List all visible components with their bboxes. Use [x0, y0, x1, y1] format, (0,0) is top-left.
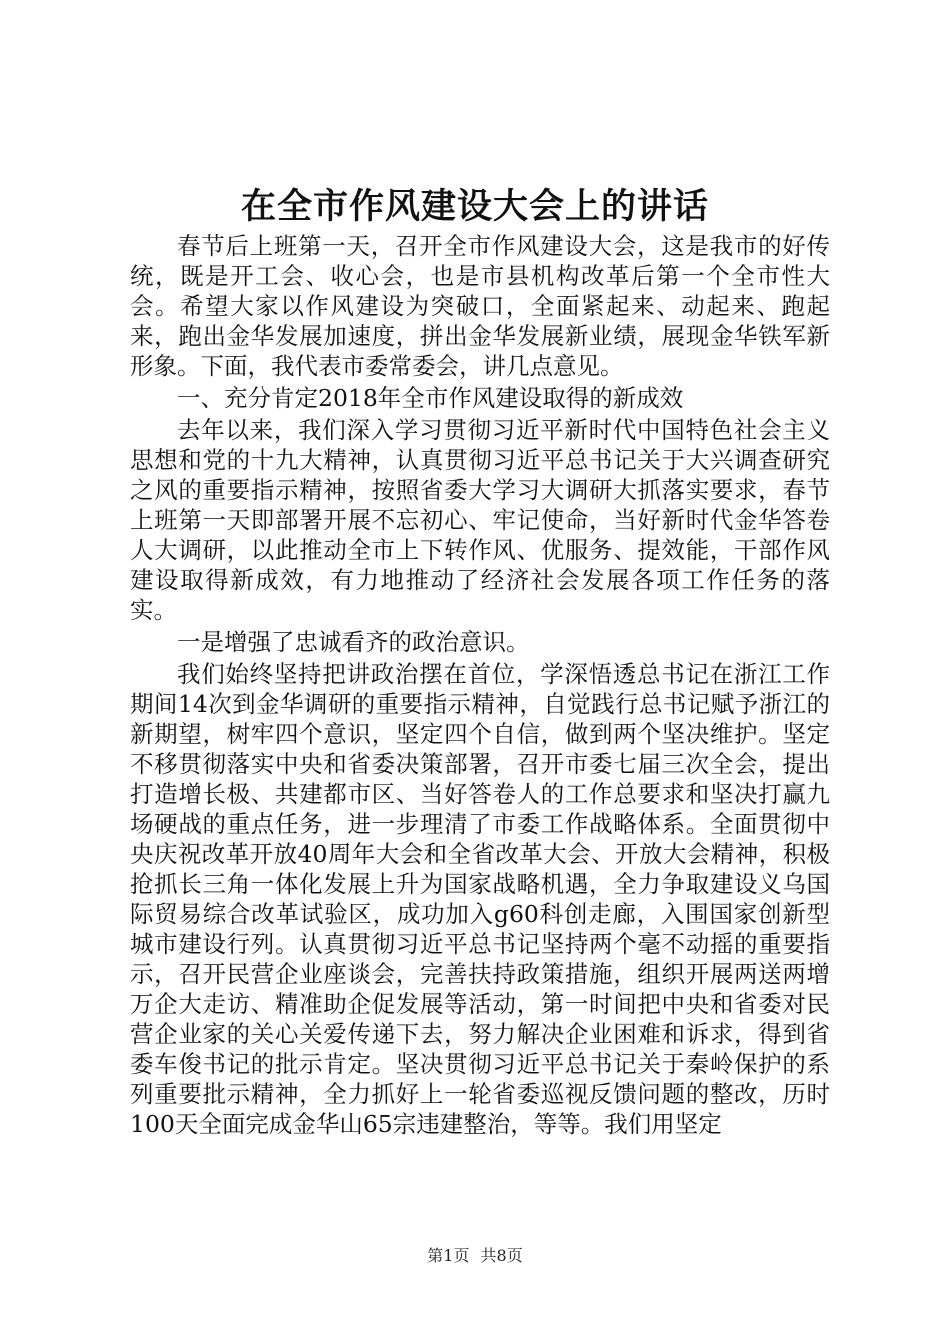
paragraph-political-details: 我们始终坚持把讲政治摆在首位，学深悟透总书记在浙江工作期间14次到金华调研的重要指示精神，自觉践行总书记赋予浙江的新期望，树牢四个意识，坚定四个自信，做到两个坚决维护。坚定不移贯彻落实中央和省委决策部署，召开市委七届三次全会，提出打造增长极、共建都市区、当好答卷人的工作总要求和坚决打赢九场硬战的重点任务，进一步理清了市委工作战略体系。全面贯彻中央庆祝改革开放40周年大会和全省改革大会、开放大会精神，积极抢抓长三角一体化发展上升为国家战略机遇，全力争取建设义乌国际贸易综合改革试验区，成功加入g60科创走廊，入围国家创新型城市建设行列。认真贯彻习近平总书记坚持两个毫不动摇的重要指示，召开民营企业座谈会，完善扶持政策措施，组织开展两送两增万企大走访、精准助企促发展等活动，第一时间把中央和省委对民营企业家的关心关爱传递下去，努力解决企业困难和诉求，得到省委车俊书记的批示肯定。坚决贯彻习近平总书记关于秦岭保护的系列重要批示精神，全力抓好上一轮省委巡视反馈问题的整改，历时100天全面完成金华山65宗违建整治，等等。我们用坚定	[130, 660, 830, 1138]
paragraph-intro: 春节后上班第一天，召开全市作风建设大会，这是我市的好传统，既是开工会、收心会，也是市县机构改革后第一个全市性大会。希望大家以作风建设为突破口，全面紧起来、动起来、跑起来，跑出金华发展加速度，拼出金华发展新业绩，展现金华铁军新形象。下面，我代表市委常委会，讲几点意见。	[130, 232, 830, 380]
page-footer	[0, 1245, 950, 1267]
document-body	[130, 231, 830, 1141]
section-heading-1: 一、充分肯定2018年全市作风建设取得的新成效	[177, 384, 684, 412]
paragraph-achievements: 去年以来，我们深入学习贯彻习近平新时代中国特色社会主义思想和党的十九大精神，认真贯彻习近平总书记关于大兴调查研究之风的重要指示精神，按照省委大学习大调研大抓落实要求，春节上班第一天即部署开展不忘初心、牢记使命，当好新时代金华答卷人大调研，以此推动全市上下转作风、优服务、提效能，干部作风建设取得新成效，有力地推动了经济社会发展各项工作任务的落实。	[130, 416, 830, 624]
document-title: 在全市作风建设大会上的讲话	[240, 186, 709, 227]
page-total: 共8页	[480, 1246, 523, 1265]
subheading-political-awareness: 一是增强了忠诚看齐的政治意识。	[177, 628, 530, 656]
page-number: 第1页	[427, 1246, 470, 1265]
